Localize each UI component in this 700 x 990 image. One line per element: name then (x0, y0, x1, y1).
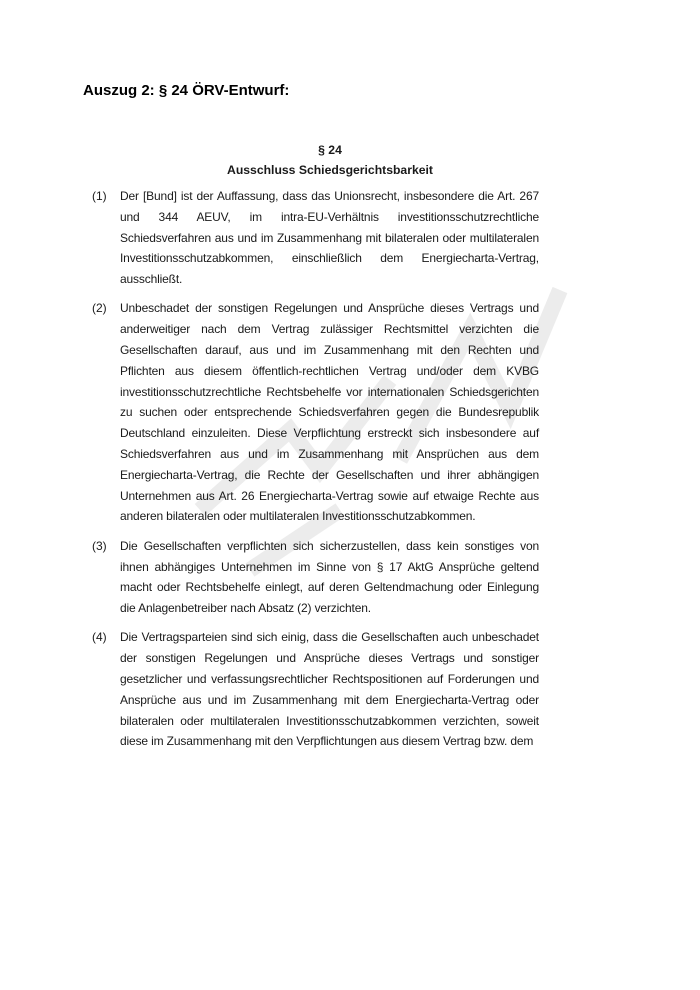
paragraph-text: Die Vertragsparteien sind sich einig, dass die Gesellschaften auch unbeschadet der sonstigen Regelungen und Ansprüche dieses Vertrags und sonstiger gesetzlicher und verfassungsrechtlicher Rechtspositionen auf Forderungen und Ansprüche aus und im Zusammenhang mit dem Energiecharta-Vertrag oder bilateralen oder multilateralen Investitionsschutzabkommen verzichten, soweit diese im Zusammenhang mit den Verpflichtungen aus diesem Vertrag bzw. dem (120, 630, 539, 749)
paragraph-text: Der [Bund] ist der Auffassung, dass das Unionsrecht, insbesondere die Art. 267 und 344 AEUV, im intra-EU-Verhältnis investitionsschutzrechtliche Schiedsverfahren aus und im Zusammenhang mit bilateralen oder multilateralen Investitionsschutzabkommen, einschließlich dem Energiecharta-Vertrag, ausschließt. (120, 189, 539, 287)
paragraph-number: (2) (92, 301, 107, 316)
page-heading: Auszug 2: § 24 ÖRV-Entwurf: (83, 82, 290, 99)
document-body (92, 186, 539, 761)
section-header (0, 140, 660, 180)
paragraph-2 (92, 298, 539, 527)
paragraph-number: (1) (92, 189, 107, 203)
section-title: Ausschluss Schiedsgerichtsbarkeit (227, 163, 433, 177)
paragraph-4 (92, 627, 539, 752)
paragraph-3 (92, 536, 539, 619)
paragraph-text: Unbeschadet der sonstigen Regelungen und Ansprüche dieses Vertrags und anderweitiger nach dem Vertrag zulässiger Rechtsmittel verzichten die Gesellschaften darauf, aus und im Zusammenhang mit den Rechten und Pflichten aus diesem öffentlich-rechtlichen Vertrag und/oder dem KVBG investitionsschutzrechtliche Rechtsbehelfe vor internationalen Schiedsgerichten zu suchen oder entsprechende Schiedsverfahren gegen die Bundesrepublik Deutschland einzuleiten. Diese Verpflichtung erstreckt sich insbesondere auf Schiedsverfahren aus und im Zusammenhang mit Ansprüchen aus dem Energiecharta-Vertrag, die Rechte der Gesellschaften und ihrer abhängigen Unternehmen aus Art. 26 Energiecharta-Vertrag sowie auf etwaige Rechte aus anderen bilateralen oder multilateralen Investitionsschutzabkommen. (120, 301, 539, 524)
paragraph-text: Die Gesellschaften verpflichten sich sicherzustellen, dass kein sonstiges von ihnen abhängiges Unternehmen im Sinne von § 17 AktG Ansprüche geltend macht oder Rechtsbehelfe einlegt, auf deren Geltendmachung oder Einlegung die Anlagenbetreiber nach Absatz (2) verzichten. (120, 538, 539, 616)
paragraph-1 (92, 186, 539, 290)
paragraph-number: (3) (92, 538, 107, 553)
section-number: § 24 (318, 143, 342, 157)
paragraph-number: (4) (92, 630, 107, 645)
